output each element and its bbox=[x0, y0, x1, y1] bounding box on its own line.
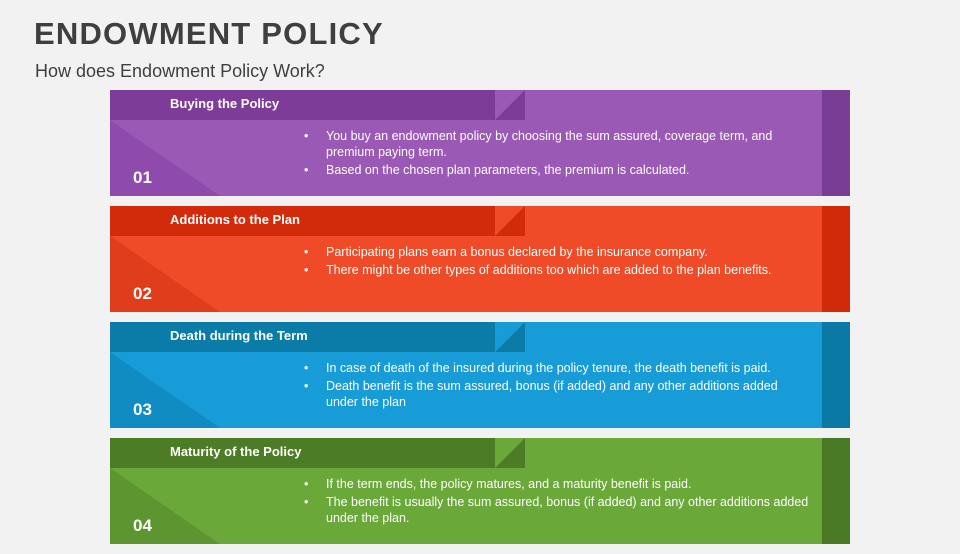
step-header-slant bbox=[495, 322, 525, 352]
step-bullets bbox=[300, 128, 810, 180]
bullet-dot-icon: • bbox=[304, 263, 309, 277]
step-bullets bbox=[300, 244, 810, 280]
bullet-dot-icon: • bbox=[304, 245, 309, 259]
page-subtitle: How does Endowment Policy Work? bbox=[35, 61, 325, 81]
step-row bbox=[110, 322, 850, 428]
row-end-cap bbox=[822, 322, 850, 428]
bullet-item bbox=[300, 128, 810, 160]
row-end-cap bbox=[822, 90, 850, 196]
step-header-fill bbox=[110, 206, 495, 236]
bullet-item bbox=[300, 262, 810, 278]
step-row bbox=[110, 438, 850, 544]
bullet-text: Death benefit is the sum assured, bonus (if added) and any other additions added under the plan bbox=[326, 379, 778, 409]
step-header-tab bbox=[110, 438, 525, 468]
bullet-item bbox=[300, 494, 810, 526]
step-header-fill bbox=[110, 438, 495, 468]
bullet-dot-icon: • bbox=[304, 163, 309, 177]
step-header-slant bbox=[495, 206, 525, 236]
step-row bbox=[110, 90, 850, 196]
bullet-item bbox=[300, 244, 810, 260]
bullet-dot-icon: • bbox=[304, 129, 309, 143]
step-header-slant bbox=[495, 90, 525, 120]
steps-list bbox=[110, 90, 850, 554]
step-number: 01 bbox=[133, 168, 152, 187]
bullet-item bbox=[300, 378, 810, 410]
bullet-dot-icon: • bbox=[304, 361, 309, 375]
step-header-tab bbox=[110, 90, 525, 120]
step-header-slant bbox=[495, 438, 525, 468]
step-body bbox=[110, 438, 850, 544]
row-end-cap bbox=[822, 438, 850, 544]
bullet-dot-icon: • bbox=[304, 379, 309, 393]
step-row bbox=[110, 206, 850, 312]
step-header-tab bbox=[110, 322, 525, 352]
row-end-cap bbox=[822, 206, 850, 312]
step-body bbox=[110, 90, 850, 196]
step-heading: Buying the Policy bbox=[170, 96, 280, 111]
step-number: 02 bbox=[133, 284, 152, 303]
bullet-text: Based on the chosen plan parameters, the premium is calculated. bbox=[326, 163, 690, 177]
bullet-item bbox=[300, 476, 810, 492]
step-header-tab bbox=[110, 206, 525, 236]
step-bullets bbox=[300, 476, 810, 528]
step-bullets bbox=[300, 360, 810, 412]
bullet-text: Participating plans earn a bonus declared by the insurance company. bbox=[326, 245, 708, 259]
step-heading: Maturity of the Policy bbox=[170, 444, 302, 459]
bullet-dot-icon: • bbox=[304, 495, 309, 509]
bullet-text: You buy an endowment policy by choosing the sum assured, coverage term, and premium paying term. bbox=[326, 129, 773, 159]
step-number: 04 bbox=[133, 516, 152, 535]
step-body bbox=[110, 322, 850, 428]
bullet-dot-icon: • bbox=[304, 477, 309, 491]
step-heading: Death during the Term bbox=[170, 328, 308, 343]
step-body bbox=[110, 206, 850, 312]
step-header-fill bbox=[110, 90, 495, 120]
bullet-text: If the term ends, the policy matures, and a maturity benefit is paid. bbox=[326, 477, 692, 491]
step-heading: Additions to the Plan bbox=[170, 212, 300, 227]
bullet-text: There might be other types of additions too which are added to the plan benefits. bbox=[326, 263, 772, 277]
page-title: ENDOWMENT POLICY bbox=[34, 16, 384, 51]
bullet-item bbox=[300, 162, 810, 178]
bullet-text: In case of death of the insured during the policy tenure, the death benefit is paid. bbox=[326, 361, 771, 375]
step-number: 03 bbox=[133, 400, 152, 419]
bullet-item bbox=[300, 360, 810, 376]
bullet-text: The benefit is usually the sum assured, bonus (if added) and any other additions added under the plan. bbox=[326, 495, 809, 525]
